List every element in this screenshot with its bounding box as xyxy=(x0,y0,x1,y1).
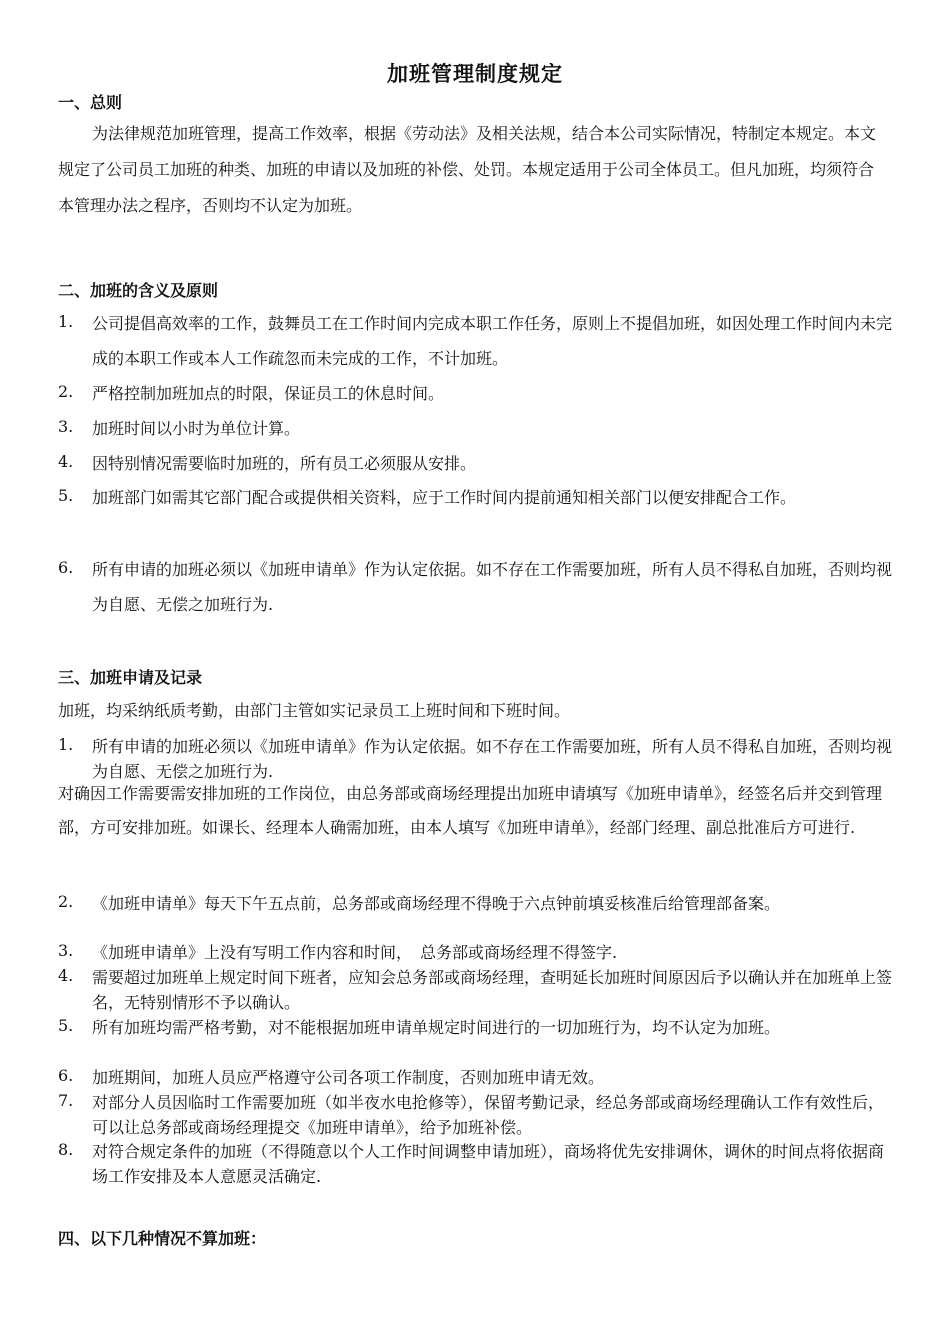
list-number: 6. xyxy=(58,558,74,577)
section-3-item-5 xyxy=(58,1015,893,1040)
list-text: 对符合规定条件的加班（不得随意以个人工作时间调整申请加班），商场将优先安排调休，调休的时间点将依据商场工作安排及本人意愿灵活确定. xyxy=(92,1142,885,1186)
list-number: 1. xyxy=(58,735,74,754)
section-2-item-3 xyxy=(58,411,893,446)
list-number: 8. xyxy=(58,1140,74,1159)
list-number: 3. xyxy=(58,941,74,960)
list-text: 因特别情况需要临时加班的，所有员工必须服从安排。 xyxy=(92,454,477,473)
section-3-middle-paragraph: 对确因工作需要需安排加班的工作岗位，由总务部或商场经理提出加班申请填写《加班申请单》，经签名后并交到管理部，方可安排加班。如课长、经理本人确需加班，由本人填写《加班申请单》，经部门经理、副总批准后方可进行. xyxy=(58,784,883,837)
list-number: 2. xyxy=(58,382,74,401)
section-2-item-5 xyxy=(58,480,893,515)
list-number: 3. xyxy=(58,417,74,436)
section-3-item-3 xyxy=(58,940,893,965)
list-text: 《加班申请单》每天下午五点前，总务部或商场经理不得晚于六点钟前填妥核准后给管理部备案。 xyxy=(92,894,781,913)
section-2-item-6 xyxy=(58,552,893,622)
section-2-heading: 二、加班的含义及原则 xyxy=(58,281,219,300)
list-text: 加班期间，加班人员应严格遵守公司各项工作制度，否则加班申请无效。 xyxy=(92,1068,605,1087)
list-number: 6. xyxy=(58,1066,74,1085)
list-text: 加班时间以小时为单位计算。 xyxy=(92,419,301,438)
list-text: 加班部门如需其它部门配合或提供相关资料，应于工作时间内提前通知相关部门以便安排配合工作。 xyxy=(92,488,797,507)
section-3-item-6 xyxy=(58,1065,893,1090)
section-2-item-2 xyxy=(58,376,893,411)
list-text: 对部分人员因临时工作需要加班（如半夜水电抢修等），保留考勤记录，经总务部或商场经理确认工作有效性后，可以让总务部或商场经理提交《加班申请单》，给予加班补偿。 xyxy=(92,1093,885,1137)
list-text: 公司提倡高效率的工作，鼓舞员工在工作时间内完成本职工作任务，原则上不提倡加班，如因处理工作时间内未完成的本职工作或本人工作疏忽而未完成的工作，不计加班。 xyxy=(92,314,893,368)
section-3-item-4 xyxy=(58,965,893,1015)
section-1-paragraph: 为法律规范加班管理，提高工作效率，根据《劳动法》及相关法规，结合本公司实际情况，特制定本规定。本文规定了公司员工加班的种类、加班的申请以及加班的补偿、处罚。本规定适用于公司全体员工。但凡加班，均须符合本管理办法之程序，否则均不认定为加班。 xyxy=(58,124,877,215)
list-number: 5. xyxy=(58,1016,74,1035)
section-2-item-1 xyxy=(58,306,893,376)
list-number: 7. xyxy=(58,1091,74,1110)
list-number: 2. xyxy=(58,892,74,911)
section-3-intro: 加班，均采纳纸质考勤，由部门主管如实记录员工上班时间和下班时间。 xyxy=(58,701,571,720)
list-number: 1. xyxy=(58,312,74,331)
section-3-heading: 三、加班申请及记录 xyxy=(58,668,203,687)
section-4-heading: 四、以下几种情况不算加班： xyxy=(58,1229,267,1248)
section-1-heading: 一、总则 xyxy=(58,93,123,112)
section-3-item-2 xyxy=(58,891,893,916)
list-number: 5. xyxy=(58,486,74,505)
document-title: 加班管理制度规定 xyxy=(387,62,563,86)
list-text: 需要超过加班单上规定时间下班者，应知会总务部或商场经理，查明延长加班时间原因后予以确认并在加班单上签名，无特别情形不予以确认。 xyxy=(92,968,893,1012)
list-text: 所有加班均需严格考勤，对不能根据加班申请单规定时间进行的一切加班行为，均不认定为加班。 xyxy=(92,1018,781,1037)
list-text: 严格控制加班加点的时限，保证员工的休息时间。 xyxy=(92,384,445,403)
section-3-item-8 xyxy=(58,1139,893,1189)
list-text: 《加班申请单》上没有写明工作内容和时间， 总务部或商场经理不得签字. xyxy=(92,943,618,962)
section-2-item-4 xyxy=(58,446,893,481)
list-number: 4. xyxy=(58,966,74,985)
list-text: 所有申请的加班必须以《加班申请单》作为认定依据。如不存在工作需要加班，所有人员不得私自加班，否则均视为自愿、无偿之加班行为. xyxy=(92,737,893,781)
section-3-item-7 xyxy=(58,1090,893,1140)
list-text: 所有申请的加班必须以《加班申请单》作为认定依据。如不存在工作需要加班，所有人员不得私自加班，否则均视为自愿、无偿之加班行为. xyxy=(92,560,893,614)
list-number: 4. xyxy=(58,452,74,471)
